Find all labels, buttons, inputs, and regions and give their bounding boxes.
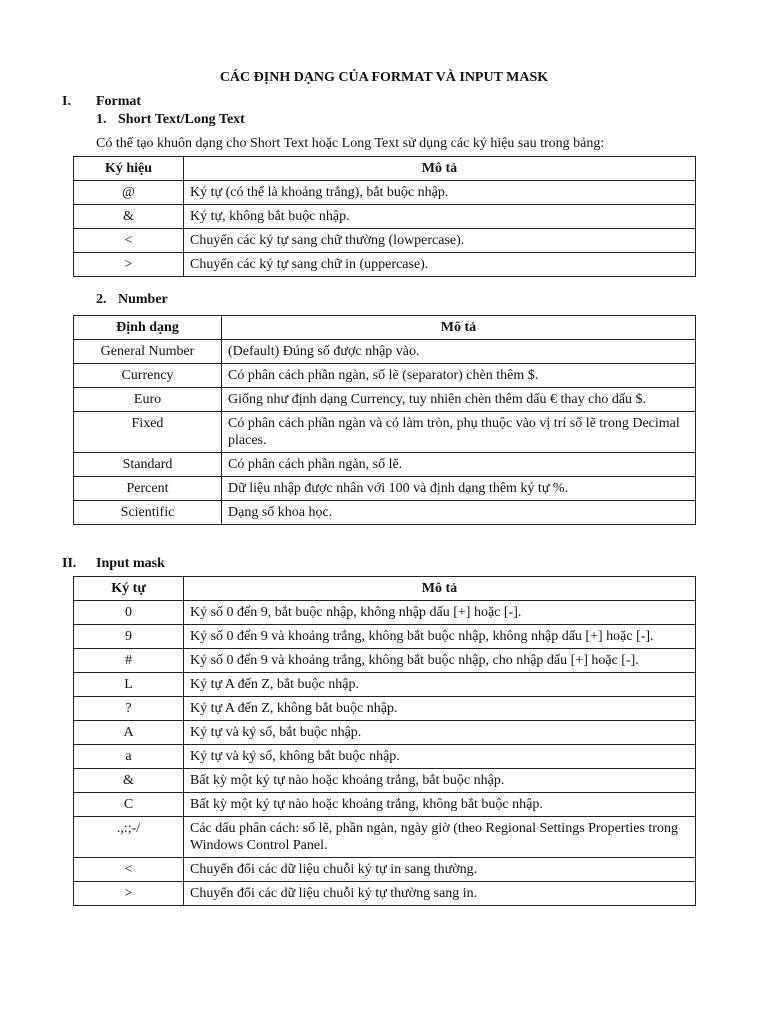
table-row xyxy=(74,858,696,882)
description-cell: Các dấu phân cách: số lẽ, phần ngàn, ngày giờ (theo Regional Settings Properties trong Windows Control Panel. xyxy=(184,817,696,858)
table-row xyxy=(74,697,696,721)
symbol-cell: .,:;-/ xyxy=(74,817,184,858)
description-cell: Dạng số khoa học. xyxy=(222,501,696,525)
symbol-cell: L xyxy=(74,673,184,697)
symbol-cell: > xyxy=(74,882,184,906)
column-header: Mô tả xyxy=(184,157,696,181)
description-cell: Dữ liệu nhập được nhân với 100 và định dạng thêm ký tự %. xyxy=(222,477,696,501)
symbol-cell: & xyxy=(74,205,184,229)
subsection-number-heading xyxy=(96,291,396,308)
column-header: Ký hiệu xyxy=(74,157,184,181)
symbol-cell: Euro xyxy=(74,388,222,412)
table-row xyxy=(74,229,696,253)
table-row xyxy=(74,793,696,817)
symbol-cell: A xyxy=(74,721,184,745)
subsection-number: 1. xyxy=(96,112,107,127)
description-cell: Chuyển các ký tự sang chữ in (uppercase). xyxy=(184,253,696,277)
description-cell: (Default) Đúng số được nhập vào. xyxy=(222,340,696,364)
description-cell: Ký tự, không bắt buộc nhập. xyxy=(184,205,696,229)
table-row xyxy=(74,388,696,412)
section-number: II. xyxy=(62,556,77,571)
symbol-cell: Standard xyxy=(74,453,222,477)
intro-paragraph: Có thể tạo khuôn dạng cho Short Text hoặc Long Text sử dụng các ký hiệu sau trong bảng: xyxy=(96,136,605,151)
description-cell: Ký tự A đến Z, bắt buộc nhập. xyxy=(184,673,696,697)
subsection-label: Short Text/Long Text xyxy=(118,112,245,127)
symbol-cell: 0 xyxy=(74,601,184,625)
table-row xyxy=(74,340,696,364)
description-cell: Có phân cách phần ngàn, số lẽ. xyxy=(222,453,696,477)
table-header-row xyxy=(74,157,696,181)
short-text-format-table xyxy=(73,156,696,277)
symbol-cell: # xyxy=(74,649,184,673)
table-row xyxy=(74,625,696,649)
description-cell: Bất kỳ một ký tự nào hoặc khoảng trắng, bắt buộc nhập. xyxy=(184,769,696,793)
table-row xyxy=(74,649,696,673)
table-row xyxy=(74,181,696,205)
description-cell: Ký tự (có thể là khoảng trắng), bắt buộc nhập. xyxy=(184,181,696,205)
table-row xyxy=(74,412,696,453)
description-cell: Ký tự A đến Z, không bắt buộc nhập. xyxy=(184,697,696,721)
symbol-cell: Percent xyxy=(74,477,222,501)
table-row xyxy=(74,501,696,525)
symbol-cell: General Number xyxy=(74,340,222,364)
section-input-mask-heading xyxy=(62,555,362,572)
document-title: CÁC ĐỊNH DẠNG CỦA FORMAT VÀ INPUT MASK xyxy=(219,70,549,85)
table-row xyxy=(74,882,696,906)
description-cell: Chuyển đổi các dữ liệu chuỗi ký tự in sang thường. xyxy=(184,858,696,882)
symbol-cell: ? xyxy=(74,697,184,721)
section-label: Input mask xyxy=(96,556,165,571)
table-header-row xyxy=(74,316,696,340)
section-format-heading xyxy=(62,93,362,110)
description-cell: Ký tự và ký số, không bắt buộc nhập. xyxy=(184,745,696,769)
table-row xyxy=(74,745,696,769)
table-row xyxy=(74,601,696,625)
description-cell: Chuyển đổi các dữ liệu chuỗi ký tự thường sang in. xyxy=(184,882,696,906)
table-row xyxy=(74,205,696,229)
description-cell: Giống như định dạng Currency, tuy nhiên chèn thêm dấu € thay cho dấu $. xyxy=(222,388,696,412)
description-cell: Có phân cách phần ngàn, số lẽ (separator) chèn thêm $. xyxy=(222,364,696,388)
column-header: Mô tả xyxy=(222,316,696,340)
description-cell: Chuyển các ký tự sang chữ thường (lowpercase). xyxy=(184,229,696,253)
symbol-cell: 9 xyxy=(74,625,184,649)
table-row xyxy=(74,253,696,277)
symbol-cell: & xyxy=(74,769,184,793)
number-format-table xyxy=(73,315,696,525)
table-row xyxy=(74,769,696,793)
subsection-short-text-heading xyxy=(96,111,396,128)
subsection-number: 2. xyxy=(96,292,107,307)
section-label: Format xyxy=(96,94,142,109)
column-header: Định dạng xyxy=(74,316,222,340)
table-header-row xyxy=(74,577,696,601)
description-cell: Có phân cách phần ngàn và có làm tròn, phụ thuộc vào vị trí số lẽ trong Decimal places. xyxy=(222,412,696,453)
symbol-cell: Fixed xyxy=(74,412,222,453)
description-cell: Ký số 0 đến 9, bắt buộc nhập, không nhập dấu [+] hoặc [-]. xyxy=(184,601,696,625)
symbol-cell: Scientific xyxy=(74,501,222,525)
symbol-cell: < xyxy=(74,229,184,253)
symbol-cell: Currency xyxy=(74,364,222,388)
description-cell: Ký số 0 đến 9 và khoảng trắng, không bắt buộc nhập, cho nhập dấu [+] hoặc [-]. xyxy=(184,649,696,673)
table-row xyxy=(74,721,696,745)
symbol-cell: > xyxy=(74,253,184,277)
table-row xyxy=(74,453,696,477)
input-mask-table xyxy=(73,576,696,906)
symbol-cell: a xyxy=(74,745,184,769)
section-number: I. xyxy=(62,94,71,109)
description-cell: Ký số 0 đến 9 và khoảng trắng, không bắt buộc nhập, không nhập dấu [+] hoặc [-]. xyxy=(184,625,696,649)
symbol-cell: < xyxy=(74,858,184,882)
table-row xyxy=(74,817,696,858)
table-row xyxy=(74,673,696,697)
description-cell: Bất kỳ một ký tự nào hoặc khoảng trắng, không bắt buộc nhập. xyxy=(184,793,696,817)
column-header: Ký tự xyxy=(74,577,184,601)
table-row xyxy=(74,477,696,501)
description-cell: Ký tự và ký số, bắt buộc nhập. xyxy=(184,721,696,745)
subsection-label: Number xyxy=(118,292,168,307)
symbol-cell: @ xyxy=(74,181,184,205)
symbol-cell: C xyxy=(74,793,184,817)
table-row xyxy=(74,364,696,388)
column-header: Mô tả xyxy=(184,577,696,601)
